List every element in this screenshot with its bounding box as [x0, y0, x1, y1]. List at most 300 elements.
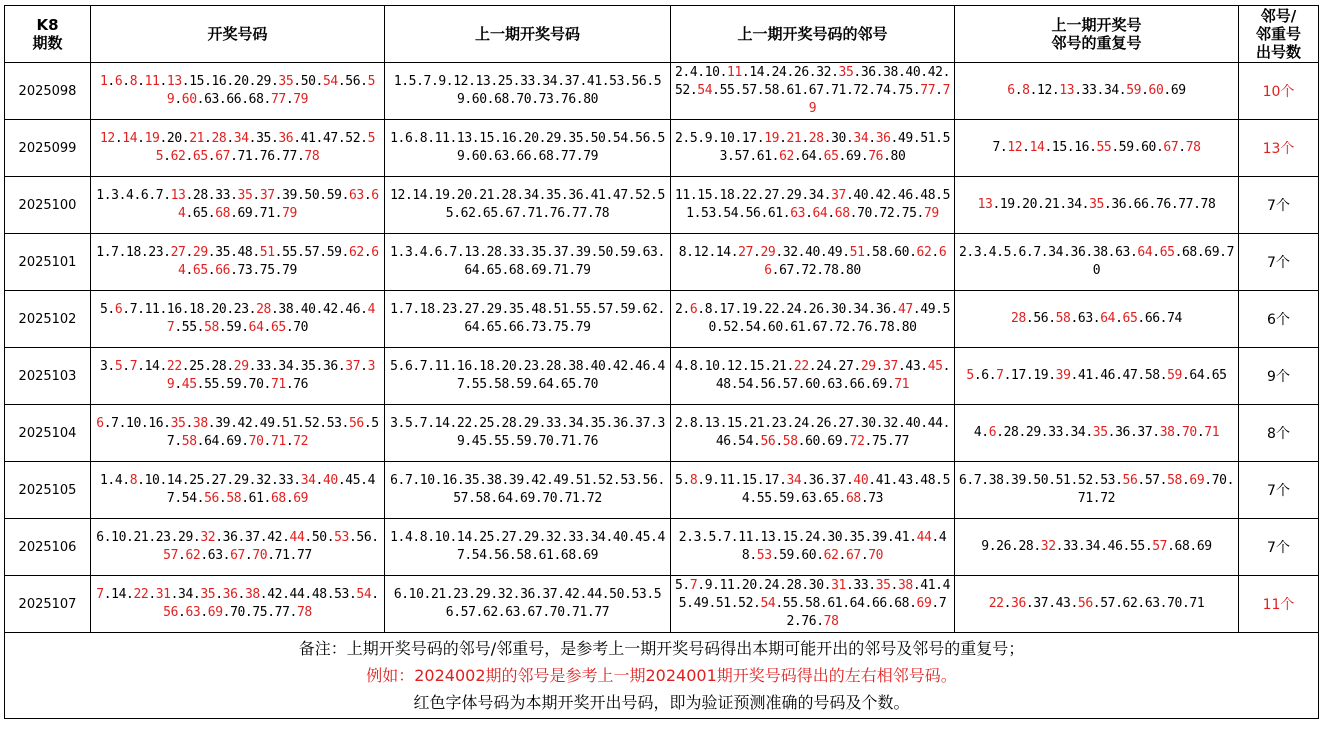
repeat-number: 7 — [992, 140, 1000, 155]
neighbor-number: 72 — [801, 263, 817, 278]
count-cell: 7个 — [1239, 234, 1319, 291]
draw-number: 23 — [155, 530, 171, 545]
repeat-number: 77 — [1178, 197, 1194, 212]
neighbor-number: 61 — [827, 596, 843, 611]
draw-number: 69 — [293, 491, 309, 506]
neighbor-number: 70 — [857, 206, 872, 221]
neighbor-number: 58 — [805, 596, 820, 611]
neighbor-number: 7 — [723, 530, 731, 545]
neighbor-number: 11 — [675, 188, 690, 203]
repeat-number: 55 — [1096, 140, 1112, 155]
neighbor-number: 34 — [786, 473, 802, 488]
neighbors-cell: 2.3.5.7.11.13.15.24.30.35.39.41.44.48.53.59.60.62.67.70 — [671, 519, 955, 576]
draw-number: 73 — [237, 263, 253, 278]
table-row — [5, 348, 1319, 405]
repeat-number: 69 — [1189, 473, 1205, 488]
neighbor-number: 27 — [838, 359, 854, 374]
draw-number: 59 — [166, 74, 376, 107]
repeat-number: 62 — [1122, 596, 1138, 611]
repeat-number: 47 — [1122, 368, 1138, 383]
draw-number: 25 — [189, 473, 205, 488]
repeat-number: 4 — [988, 245, 997, 260]
draw-number: 49 — [259, 416, 275, 431]
prev-draw-cell: 6.7.10.16.35.38.39.42.49.51.52.53.56.57.58.64.69.70.71.72 — [385, 462, 671, 519]
neighbor-number: 40 — [805, 245, 820, 260]
draw-number: 14 — [144, 359, 160, 374]
repeat-number: 37 — [1033, 596, 1049, 611]
draw-number: 20 — [233, 74, 249, 89]
repeat-number: 65 — [1159, 245, 1175, 260]
neighbor-number: 36 — [808, 473, 824, 488]
neighbor-number: 40 — [905, 416, 921, 431]
draw-number: 53 — [334, 587, 349, 602]
neighbor-number: 54 — [745, 320, 761, 335]
repeat-number: 78 — [1185, 140, 1201, 155]
neighbor-number: 9 — [704, 473, 713, 488]
draw-number: 57 — [166, 416, 379, 449]
neighbor-number: 2 — [674, 416, 683, 431]
repeat-number: 65 — [1122, 311, 1138, 326]
draw-number: 35 — [200, 587, 216, 602]
repeat-number: 78 — [1200, 197, 1216, 212]
neighbor-number: 32 — [816, 65, 832, 80]
neighbor-number: 62 — [779, 149, 794, 164]
draw-number: 52 — [304, 416, 320, 431]
draw-number: 55 — [204, 377, 219, 392]
neighbor-number: 42 — [875, 188, 891, 203]
neighbor-number: 59 — [779, 491, 794, 506]
draw-number: 56 — [204, 491, 219, 506]
repeat-number: 34 — [1085, 539, 1101, 554]
neighbor-number: 49 — [897, 131, 913, 146]
prev-draw-cell: 3.5.7.14.22.25.28.29.33.34.35.36.37.39.45.55.59.70.71.76 — [385, 405, 671, 462]
neighbor-number: 54 — [738, 377, 754, 392]
neighbor-number: 53 — [756, 548, 772, 563]
draw-number: 28 — [256, 302, 271, 317]
repeat-number: 17 — [1011, 368, 1026, 383]
neighbor-number: 67 — [845, 548, 861, 563]
count-cell: 11个 — [1239, 576, 1319, 633]
repeat-number: 12 — [1007, 140, 1023, 155]
header-row — [5, 6, 1319, 63]
draw-number: 70 — [248, 377, 264, 392]
draw-number: 42 — [322, 302, 338, 317]
draw-number: 62 — [185, 548, 201, 563]
repeat-number: 6 — [1007, 83, 1015, 98]
repeat-number: 71 — [1204, 425, 1220, 440]
neighbor-number: 15 — [782, 530, 798, 545]
draw-number: 21 — [133, 530, 149, 545]
neighbor-number: 15 — [697, 188, 713, 203]
repeat-number: 37 — [1137, 425, 1153, 440]
draw-number: 54 — [356, 587, 372, 602]
neighbor-number: 41 — [920, 578, 936, 593]
neighbor-number: 22 — [793, 359, 809, 374]
draw-number: 41 — [300, 131, 316, 146]
draw-number: 33 — [278, 473, 294, 488]
draw-number: 7 — [111, 416, 119, 431]
neighbor-number: 79 — [923, 206, 939, 221]
repeat-number: 56 — [1033, 311, 1049, 326]
repeat-number: 67 — [1163, 140, 1179, 155]
neighbor-number: 69 — [916, 596, 932, 611]
neighbor-number: 5 — [708, 530, 716, 545]
draw-number: 79 — [282, 263, 297, 278]
repeat-number: 38 — [1159, 425, 1175, 440]
draw-number: 6 — [96, 530, 104, 545]
repeat-number: 16 — [1074, 140, 1090, 155]
neighbor-number: 30 — [808, 578, 824, 593]
draw-number: 76 — [259, 149, 275, 164]
draw-number: 37 — [345, 359, 361, 374]
draw-number: 55 — [155, 131, 375, 164]
neighbor-number: 10 — [704, 359, 720, 374]
draw-number: 31 — [155, 587, 171, 602]
draw-number: 50 — [304, 188, 320, 203]
neighbor-number: 76 — [857, 320, 872, 335]
repeat-number: 32 — [1040, 539, 1056, 554]
draw-number: 36 — [278, 131, 294, 146]
draw-number: 78 — [304, 149, 320, 164]
draw-number: 55 — [282, 245, 297, 260]
draw-number: 7 — [129, 359, 138, 374]
neighbor-number: 34 — [808, 188, 824, 203]
draw-number: 57 — [304, 245, 320, 260]
neighbor-number: 23 — [771, 416, 787, 431]
header-draw: 开奖号码 — [91, 6, 385, 63]
neighbor-number: 49 — [693, 596, 709, 611]
footer-notes — [5, 633, 1319, 719]
repeat-number: 34 — [1048, 245, 1064, 260]
period-cell: 2025102 — [5, 291, 91, 348]
draw-number: 46 — [345, 302, 361, 317]
neighbor-number: 70 — [868, 548, 884, 563]
draw-cell: 5.6.7.11.16.18.20.23.28.38.40.42.46.47.55.58.59.64.65.70 — [91, 291, 385, 348]
table-row — [5, 63, 1319, 120]
neighbor-number: 45 — [927, 359, 943, 374]
draw-number: 23 — [233, 302, 249, 317]
neighbor-number: 22 — [764, 302, 780, 317]
repeat-number: 66 — [1133, 197, 1149, 212]
period-cell: 2025103 — [5, 348, 91, 405]
repeat-number: 33 — [1048, 425, 1064, 440]
neighbor-number: 44 — [916, 530, 932, 545]
neighbor-number: 60 — [801, 548, 817, 563]
repeat-number: 7 — [1033, 245, 1041, 260]
repeat-number: 33 — [1081, 83, 1097, 98]
neighbor-number: 55 — [756, 491, 772, 506]
neighbor-number: 8 — [689, 473, 698, 488]
draw-number: 8 — [129, 473, 138, 488]
draw-number: 36 — [222, 587, 238, 602]
repeat-number: 63 — [1115, 245, 1130, 260]
neighbor-number: 21 — [786, 131, 802, 146]
draw-number: 66 — [215, 263, 231, 278]
neighbor-number: 66 — [764, 245, 947, 278]
neighbors-cell: 11.15.18.22.27.29.34.37.40.42.46.48.51.53.54.56.61.63.64.68.70.72.75.79 — [671, 177, 955, 234]
prev-draw-cell: 1.6.8.11.13.15.16.20.29.35.50.54.56.59.60.63.66.68.77.79 — [385, 120, 671, 177]
draw-number: 71 — [259, 206, 275, 221]
neighbor-number: 2 — [674, 131, 683, 146]
neighbors-cell: 2.5.9.10.17.19.21.28.30.34.36.49.51.53.57.61.62.64.65.69.76.80 — [671, 120, 955, 177]
neighbor-number: 59 — [779, 548, 794, 563]
draw-number: 56 — [348, 416, 364, 431]
neighbor-number: 63 — [827, 377, 843, 392]
neighbor-number: 31 — [831, 578, 846, 593]
draw-number: 68 — [215, 206, 231, 221]
neighbor-number: 56 — [745, 206, 761, 221]
neighbor-number: 65 — [823, 491, 839, 506]
neighbor-number: 72 — [879, 206, 895, 221]
neighbor-number: 8 — [704, 302, 713, 317]
draw-number: 70 — [293, 320, 309, 335]
neighbor-number: 4 — [674, 359, 683, 374]
neighbor-number: 52 — [738, 596, 754, 611]
draw-number: 40 — [322, 473, 338, 488]
neighbor-number: 51 — [715, 596, 731, 611]
repeat-number: 12 — [1037, 83, 1052, 98]
neighbor-number: 11 — [719, 578, 735, 593]
neighbor-number: 77 — [894, 434, 910, 449]
neighbor-number: 61 — [786, 83, 802, 98]
neighbor-number: 15 — [741, 473, 757, 488]
draw-number: 70 — [252, 548, 268, 563]
neighbor-repeats-cell: 6.8.12.13.33.34.59.60.69 — [955, 63, 1239, 120]
draw-number: 7 — [129, 302, 138, 317]
neighbor-number: 34 — [853, 302, 869, 317]
draw-cell: 12.14.19.20.21.28.34.35.36.41.47.52.55.62.65.67.71.76.77.78 — [91, 120, 385, 177]
neighbor-number: 54 — [738, 434, 754, 449]
neighbor-number: 12 — [693, 245, 709, 260]
neighbor-repeats-cell: 13.19.20.21.34.35.36.66.76.77.78 — [955, 177, 1239, 234]
draw-number: 13 — [166, 74, 182, 89]
repeat-number: 7 — [973, 473, 982, 488]
neighbor-number: 58 — [782, 434, 798, 449]
draw-number: 19 — [144, 131, 160, 146]
neighbor-number: 66 — [871, 596, 887, 611]
draw-number: 1 — [99, 74, 108, 89]
repeat-number: 6 — [958, 473, 967, 488]
draw-number: 35 — [237, 188, 253, 203]
draw-number: 15 — [189, 74, 205, 89]
neighbor-number: 49 — [920, 302, 936, 317]
repeat-number: 43 — [1055, 596, 1071, 611]
draw-number: 22 — [166, 359, 182, 374]
header-prev-draw: 上一期开奖号码 — [385, 6, 671, 63]
draw-number: 56 — [356, 530, 372, 545]
neighbor-number: 60 — [805, 434, 820, 449]
neighbor-number: 2 — [678, 530, 687, 545]
prev-draw-cell: 5.6.7.11.16.18.20.23.28.38.40.42.46.47.55.58.59.64.65.70 — [385, 348, 671, 405]
neighbor-number: 57 — [741, 83, 757, 98]
draw-number: 1 — [99, 473, 108, 488]
repeat-number: 70 — [1211, 473, 1227, 488]
repeat-number: 64 — [1100, 311, 1116, 326]
neighbor-number: 56 — [760, 434, 776, 449]
draw-number: 61 — [248, 491, 264, 506]
neighbor-number: 8 — [678, 245, 687, 260]
repeat-number: 57 — [1152, 539, 1168, 554]
repeat-number: 70 — [1181, 425, 1197, 440]
repeat-number: 33 — [1063, 539, 1078, 554]
draw-number: 27 — [170, 245, 186, 260]
repeat-number: 20 — [1022, 197, 1038, 212]
draw-number: 11 — [144, 302, 160, 317]
draw-number: 34 — [178, 587, 193, 602]
draw-number: 36 — [222, 530, 238, 545]
count-cell: 10个 — [1239, 63, 1319, 120]
draw-number: 6 — [140, 188, 149, 203]
neighbor-number: 24 — [764, 578, 780, 593]
neighbor-number: 30 — [831, 302, 846, 317]
draw-number: 50 — [300, 74, 316, 89]
draw-number: 1 — [96, 188, 104, 203]
neighbor-number: 24 — [816, 359, 832, 374]
draw-number: 51 — [259, 245, 275, 260]
draw-number: 75 — [252, 605, 268, 620]
draw-number: 39 — [166, 359, 376, 392]
draw-number: 79 — [293, 92, 309, 107]
draw-number: 14 — [122, 131, 138, 146]
neighbor-number: 46 — [897, 188, 913, 203]
repeat-number: 34 — [1103, 83, 1119, 98]
draw-number: 48 — [237, 245, 253, 260]
draw-number: 51 — [282, 416, 297, 431]
neighbor-number: 69 — [845, 149, 861, 164]
neighbor-number: 69 — [871, 377, 887, 392]
repeat-number: 21 — [1044, 197, 1060, 212]
draw-number: 35 — [278, 74, 294, 89]
neighbor-number: 2 — [674, 302, 683, 317]
draw-number: 77 — [296, 548, 312, 563]
repeat-number: 38 — [1092, 245, 1108, 260]
draw-number: 39 — [215, 416, 231, 431]
draw-number: 16 — [211, 74, 227, 89]
neighbor-number: 35 — [838, 65, 854, 80]
neighbor-number: 40 — [853, 473, 869, 488]
neighbor-number: 9 — [704, 131, 713, 146]
repeat-number: 39 — [1055, 368, 1071, 383]
neighbors-cell: 2.6.8.17.19.22.24.26.30.34.36.47.49.50.52.54.60.61.67.72.76.78.80 — [671, 291, 955, 348]
draw-cell: 7.14.22.31.34.35.36.38.42.44.48.53.54.56.63.69.70.75.77.78 — [91, 576, 385, 633]
neighbor-number: 40 — [905, 65, 921, 80]
draw-number: 79 — [282, 206, 297, 221]
draw-number: 77 — [282, 149, 297, 164]
draw-number: 60 — [181, 92, 197, 107]
neighbors-cell: 2.4.10.11.14.24.26.32.35.36.38.40.42.52.54.55.57.58.61.67.71.72.74.75.77.79 — [671, 63, 955, 120]
prev-draw-cell: 12.14.19.20.21.28.34.35.36.41.47.52.55.62.65.67.71.76.77.78 — [385, 177, 671, 234]
neighbor-number: 80 — [845, 263, 861, 278]
neighbor-number: 55 — [782, 596, 798, 611]
repeat-number: 41 — [1077, 368, 1093, 383]
draw-number: 29 — [192, 245, 208, 260]
neighbor-number: 66 — [849, 377, 865, 392]
count-cell: 7个 — [1239, 462, 1319, 519]
repeat-number: 58 — [1144, 368, 1160, 383]
repeat-number: 39 — [1011, 473, 1026, 488]
neighbor-number: 30 — [860, 416, 876, 431]
neighbor-number: 9 — [704, 578, 713, 593]
neighbor-number: 64 — [801, 149, 817, 164]
draw-number: 71 — [270, 377, 286, 392]
draw-number: 21 — [189, 131, 205, 146]
prev-draw-cell: 1.7.18.23.27.29.35.48.51.55.57.59.62.64.65.66.73.75.79 — [385, 291, 671, 348]
neighbor-number: 50 — [708, 302, 951, 335]
draw-number: 66 — [226, 92, 242, 107]
neighbor-number: 43 — [905, 359, 921, 374]
draw-number: 6 — [114, 302, 123, 317]
neighbor-number: 10 — [704, 65, 720, 80]
draw-number: 37 — [244, 530, 260, 545]
draw-number: 45 — [181, 377, 197, 392]
neighbor-number: 75 — [871, 434, 887, 449]
draw-number: 71 — [237, 149, 253, 164]
draw-number: 20 — [166, 131, 182, 146]
neighbor-repeats-cell: 6.7.38.39.50.51.52.53.56.57.58.69.70.71.72 — [955, 462, 1239, 519]
repeat-number: 58 — [1167, 473, 1182, 488]
neighbor-number: 21 — [771, 359, 787, 374]
count-cell: 7个 — [1239, 519, 1319, 576]
count-cell: 7个 — [1239, 177, 1319, 234]
repeat-number: 22 — [988, 596, 1004, 611]
draw-number: 35 — [215, 245, 231, 260]
draw-number: 56 — [345, 74, 361, 89]
repeat-number: 63 — [1144, 596, 1160, 611]
lottery-table — [4, 5, 1319, 719]
neighbor-number: 68 — [894, 596, 910, 611]
repeat-number: 35 — [1092, 425, 1108, 440]
draw-number: 58 — [226, 491, 242, 506]
repeat-number: 66 — [1144, 311, 1160, 326]
neighbor-number: 51 — [686, 188, 950, 221]
draw-number: 69 — [226, 434, 242, 449]
neighbor-number: 27 — [764, 188, 780, 203]
neighbor-number: 29 — [760, 245, 776, 260]
neighbor-number: 28 — [808, 131, 824, 146]
neighbor-number: 67 — [812, 320, 828, 335]
repeat-number: 50 — [1033, 473, 1049, 488]
neighbor-number: 5 — [674, 473, 683, 488]
neighbor-number: 48 — [715, 377, 731, 392]
neighbor-number: 76 — [801, 614, 817, 629]
neighbor-number: 20 — [741, 578, 757, 593]
draw-number: 7 — [155, 188, 164, 203]
draw-number: 16 — [148, 416, 164, 431]
draw-number: 6 — [96, 416, 104, 431]
draw-number: 65 — [192, 263, 208, 278]
draw-number: 33 — [256, 359, 271, 374]
draw-number: 58 — [204, 320, 219, 335]
draw-number: 77 — [274, 605, 290, 620]
repeat-number: 26 — [996, 539, 1012, 554]
neighbor-number: 52 — [723, 320, 739, 335]
draw-number: 53 — [334, 530, 349, 545]
draw-number: 64 — [178, 188, 379, 221]
neighbor-number: 30 — [827, 530, 843, 545]
draw-number: 12 — [100, 131, 115, 146]
draw-number: 42 — [237, 416, 253, 431]
neighbor-number: 41 — [875, 473, 891, 488]
neighbor-number: 7 — [689, 578, 698, 593]
repeat-number: 5 — [966, 368, 974, 383]
neighbor-number: 24 — [771, 65, 787, 80]
repeat-number: 58 — [1055, 311, 1071, 326]
draw-number: 54 — [322, 74, 338, 89]
neighbor-number: 43 — [897, 473, 913, 488]
draw-number: 28 — [211, 131, 227, 146]
repeat-number: 60 — [1148, 83, 1164, 98]
neighbor-number: 77 — [920, 83, 936, 98]
